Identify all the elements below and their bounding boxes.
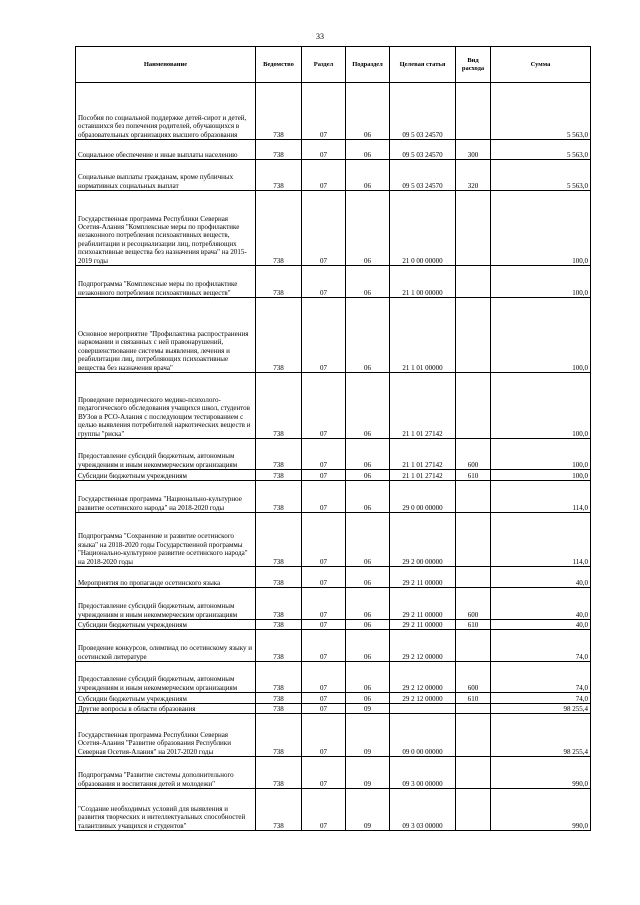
table-row: [76, 439, 591, 470]
cell-target-article: 29 2 12 00000: [390, 630, 456, 662]
cell-amount: 100,0: [491, 191, 591, 266]
cell-name: Субсидии бюджетным учреждениям: [76, 620, 256, 630]
cell-department: 738: [256, 481, 302, 513]
cell-expense-type: [456, 630, 491, 662]
cell-amount: 114,0: [491, 481, 591, 513]
cell-name: Социальные выплаты гражданам, кроме публичных нормативных социальных выплат: [76, 160, 256, 191]
cell-amount: 40,0: [491, 620, 591, 630]
cell-name: Другие вопросы в области образования: [76, 704, 256, 714]
table-row: [76, 588, 591, 620]
cell-name: Государственная программа "Национально-культурное развитие осетинского народа" на 2018-2020 годы: [76, 481, 256, 513]
cell-section: 07: [302, 140, 346, 160]
cell-section: 07: [302, 693, 346, 704]
cell-target-article: 29 2 00 00000: [390, 513, 456, 567]
table-row: [76, 662, 591, 693]
cell-name: Проведение периодического медико-психолого-педагогического обследования учащихся школ, студентов ВУЗов в РСО-Алания с последующим тестированием с целью выявления потребителей наркотических веществ и группы "риска": [76, 373, 256, 439]
cell-department: 738: [256, 630, 302, 662]
cell-name: "Создание необходимых условий для выявления и развития творческих и интеллектуальных способностей талантливых учащихся и студентов": [76, 789, 256, 831]
cell-section: 07: [302, 567, 346, 588]
cell-name: Предоставление субсидий бюджетным, автономным учреждениям и иным некоммерческим организациям: [76, 588, 256, 620]
cell-section: 07: [302, 588, 346, 620]
table-body: [76, 83, 591, 831]
cell-amount: 40,0: [491, 567, 591, 588]
cell-target-article: 21 1 01 27142: [390, 470, 456, 481]
cell-subsection: 06: [346, 83, 390, 140]
cell-amount: 74,0: [491, 693, 591, 704]
cell-subsection: 06: [346, 470, 390, 481]
cell-subsection: 09: [346, 704, 390, 714]
cell-amount: 114,0: [491, 513, 591, 567]
cell-name: Мероприятия по пропаганде осетинского языка: [76, 567, 256, 588]
cell-expense-type: [456, 481, 491, 513]
cell-department: 738: [256, 714, 302, 757]
cell-target-article: 09 5 03 24570: [390, 160, 456, 191]
cell-subsection: 06: [346, 373, 390, 439]
cell-department: 738: [256, 191, 302, 266]
cell-department: 738: [256, 373, 302, 439]
table-row: [76, 373, 591, 439]
header-subsection: Подраздел: [346, 47, 390, 83]
cell-target-article: 29 2 11 00000: [390, 567, 456, 588]
table-header-row: [76, 47, 591, 83]
cell-name: Предоставление субсидий бюджетным, автономным учреждениям и иным некоммерческим организациям: [76, 662, 256, 693]
cell-target-article: 29 0 00 00000: [390, 481, 456, 513]
cell-target-article: 09 3 03 00000: [390, 789, 456, 831]
cell-subsection: 09: [346, 714, 390, 757]
cell-expense-type: [456, 704, 491, 714]
cell-name: Подпрограмма "Развитие системы дополнительного образования и воспитания детей и молодежи": [76, 757, 256, 789]
cell-department: 738: [256, 298, 302, 373]
cell-department: 738: [256, 160, 302, 191]
cell-expense-type: 600: [456, 662, 491, 693]
budget-table: [75, 46, 591, 831]
cell-department: 738: [256, 662, 302, 693]
cell-section: 07: [302, 470, 346, 481]
table-row: [76, 567, 591, 588]
table-row: [76, 757, 591, 789]
cell-section: 07: [302, 439, 346, 470]
table-row: [76, 693, 591, 704]
cell-expense-type: [456, 373, 491, 439]
header-target-article: Целевая статья: [390, 47, 456, 83]
cell-name: Государственная программа Республики Северная Осетия-Алания "Развитие образования Республики Северная Осетия-Алания" на 2017-2020 годы: [76, 714, 256, 757]
cell-name: Предоставление субсидий бюджетным, автономным учреждениям и иным некоммерческим организациям: [76, 439, 256, 470]
header-expense-type: Вид расхода: [456, 47, 491, 83]
cell-target-article: 29 2 12 00000: [390, 693, 456, 704]
cell-department: 738: [256, 757, 302, 789]
cell-subsection: 06: [346, 140, 390, 160]
cell-amount: 98 255,4: [491, 714, 591, 757]
cell-section: 07: [302, 704, 346, 714]
cell-target-article: 09 5 03 24570: [390, 140, 456, 160]
table-row: [76, 140, 591, 160]
cell-target-article: 21 1 00 00000: [390, 266, 456, 298]
cell-subsection: 06: [346, 620, 390, 630]
cell-name: Основное мероприятие "Профилактика распространения наркомании и связанных с ней правонарушений, совершенствование системы выявления, лечения и реабилитации лиц, потребляющих психоактивные вещества без назначения врача": [76, 298, 256, 373]
table-row: [76, 191, 591, 266]
cell-department: 738: [256, 567, 302, 588]
cell-subsection: 06: [346, 191, 390, 266]
cell-amount: 98 255,4: [491, 704, 591, 714]
cell-subsection: 06: [346, 513, 390, 567]
cell-amount: 40,0: [491, 588, 591, 620]
cell-expense-type: 600: [456, 439, 491, 470]
cell-target-article: 09 3 00 00000: [390, 757, 456, 789]
cell-expense-type: 600: [456, 588, 491, 620]
cell-amount: 5 563,0: [491, 160, 591, 191]
table-row: [76, 789, 591, 831]
cell-target-article: 21 0 00 00000: [390, 191, 456, 266]
cell-expense-type: 610: [456, 693, 491, 704]
cell-subsection: 06: [346, 662, 390, 693]
cell-target-article: 09 0 00 00000: [390, 714, 456, 757]
cell-subsection: 09: [346, 757, 390, 789]
cell-name: Субсидии бюджетным учреждениям: [76, 693, 256, 704]
cell-amount: 5 563,0: [491, 83, 591, 140]
cell-expense-type: [456, 757, 491, 789]
cell-subsection: 06: [346, 567, 390, 588]
cell-amount: 100,0: [491, 298, 591, 373]
cell-amount: 100,0: [491, 439, 591, 470]
header-amount: Сумма: [491, 47, 591, 83]
header-section: Раздел: [302, 47, 346, 83]
cell-target-article: 09 5 03 24570: [390, 83, 456, 140]
cell-department: 738: [256, 266, 302, 298]
cell-subsection: 06: [346, 481, 390, 513]
table-row: [76, 160, 591, 191]
cell-section: 07: [302, 789, 346, 831]
cell-section: 07: [302, 266, 346, 298]
cell-department: 738: [256, 588, 302, 620]
cell-section: 07: [302, 373, 346, 439]
cell-subsection: 06: [346, 439, 390, 470]
cell-expense-type: [456, 191, 491, 266]
cell-amount: 990,0: [491, 789, 591, 831]
cell-expense-type: 320: [456, 160, 491, 191]
cell-expense-type: [456, 714, 491, 757]
cell-department: 738: [256, 513, 302, 567]
cell-department: 738: [256, 620, 302, 630]
cell-target-article: 29 2 12 00000: [390, 662, 456, 693]
table-row: [76, 470, 591, 481]
cell-section: 07: [302, 662, 346, 693]
cell-expense-type: [456, 298, 491, 373]
cell-department: 738: [256, 693, 302, 704]
cell-name: Пособия по социальной поддержке детей-сирот и детей, оставшихся без попечения родителей, обучающихся в образовательных организациях высшего образования: [76, 83, 256, 140]
table-row: [76, 513, 591, 567]
cell-expense-type: [456, 83, 491, 140]
table-row: [76, 620, 591, 630]
cell-target-article: 29 2 11 00000: [390, 620, 456, 630]
header-department: Ведомство: [256, 47, 302, 83]
cell-target-article: 21 1 01 27142: [390, 373, 456, 439]
cell-amount: 100,0: [491, 470, 591, 481]
cell-department: 738: [256, 83, 302, 140]
cell-subsection: 06: [346, 693, 390, 704]
cell-section: 07: [302, 620, 346, 630]
cell-section: 07: [302, 298, 346, 373]
cell-expense-type: 610: [456, 470, 491, 481]
cell-department: 738: [256, 140, 302, 160]
cell-amount: 100,0: [491, 266, 591, 298]
cell-subsection: 06: [346, 630, 390, 662]
cell-section: 07: [302, 630, 346, 662]
cell-subsection: 06: [346, 588, 390, 620]
page-number: 33: [316, 32, 324, 41]
header-name: Наименование: [76, 47, 256, 83]
cell-section: 07: [302, 83, 346, 140]
cell-name: Социальное обеспечение и иные выплаты населению: [76, 140, 256, 160]
table-row: [76, 704, 591, 714]
cell-amount: 100,0: [491, 373, 591, 439]
cell-section: 07: [302, 191, 346, 266]
cell-expense-type: 610: [456, 620, 491, 630]
table-row: [76, 630, 591, 662]
cell-target-article: 21 1 01 27142: [390, 439, 456, 470]
cell-target-article: [390, 704, 456, 714]
cell-expense-type: [456, 266, 491, 298]
cell-expense-type: [456, 789, 491, 831]
table-row: [76, 266, 591, 298]
cell-section: 07: [302, 481, 346, 513]
table-row: [76, 714, 591, 757]
cell-name: Подпрограмма "Комплексные меры по профилактике незаконного потребления психоактивных веществ": [76, 266, 256, 298]
cell-section: 07: [302, 513, 346, 567]
cell-department: 738: [256, 704, 302, 714]
cell-subsection: 06: [346, 266, 390, 298]
cell-expense-type: 300: [456, 140, 491, 160]
cell-name: Субсидии бюджетным учреждениям: [76, 470, 256, 481]
cell-name: Подпрограмма "Сохранение и развитие осетинского языка" на 2018-2020 годы Государственной программы "Национально-культурное развитие осетинского народа" на 2018-2020 годы: [76, 513, 256, 567]
cell-amount: 74,0: [491, 630, 591, 662]
cell-section: 07: [302, 714, 346, 757]
cell-section: 07: [302, 160, 346, 191]
cell-amount: 5 563,0: [491, 140, 591, 160]
cell-target-article: 29 2 11 00000: [390, 588, 456, 620]
cell-name: Государственная программа Республики Северная Осетия-Алания "Комплексные меры по профилактике незаконного потребления психоактивных веществ, реабилитации и ресоциализации лиц, потребляющих психоактивные вещества без назначения врача" на 2015-2019 годы: [76, 191, 256, 266]
cell-department: 738: [256, 470, 302, 481]
cell-department: 738: [256, 789, 302, 831]
cell-amount: 74,0: [491, 662, 591, 693]
cell-subsection: 06: [346, 298, 390, 373]
cell-amount: 990,0: [491, 757, 591, 789]
table-row: [76, 298, 591, 373]
cell-subsection: 09: [346, 789, 390, 831]
table-row: [76, 481, 591, 513]
cell-expense-type: [456, 513, 491, 567]
cell-target-article: 21 1 01 00000: [390, 298, 456, 373]
cell-subsection: 06: [346, 160, 390, 191]
cell-name: Проведение конкурсов, олимпиад по осетинскому языку и осетинской литературе: [76, 630, 256, 662]
cell-expense-type: [456, 567, 491, 588]
table-row: [76, 83, 591, 140]
cell-department: 738: [256, 439, 302, 470]
cell-section: 07: [302, 757, 346, 789]
